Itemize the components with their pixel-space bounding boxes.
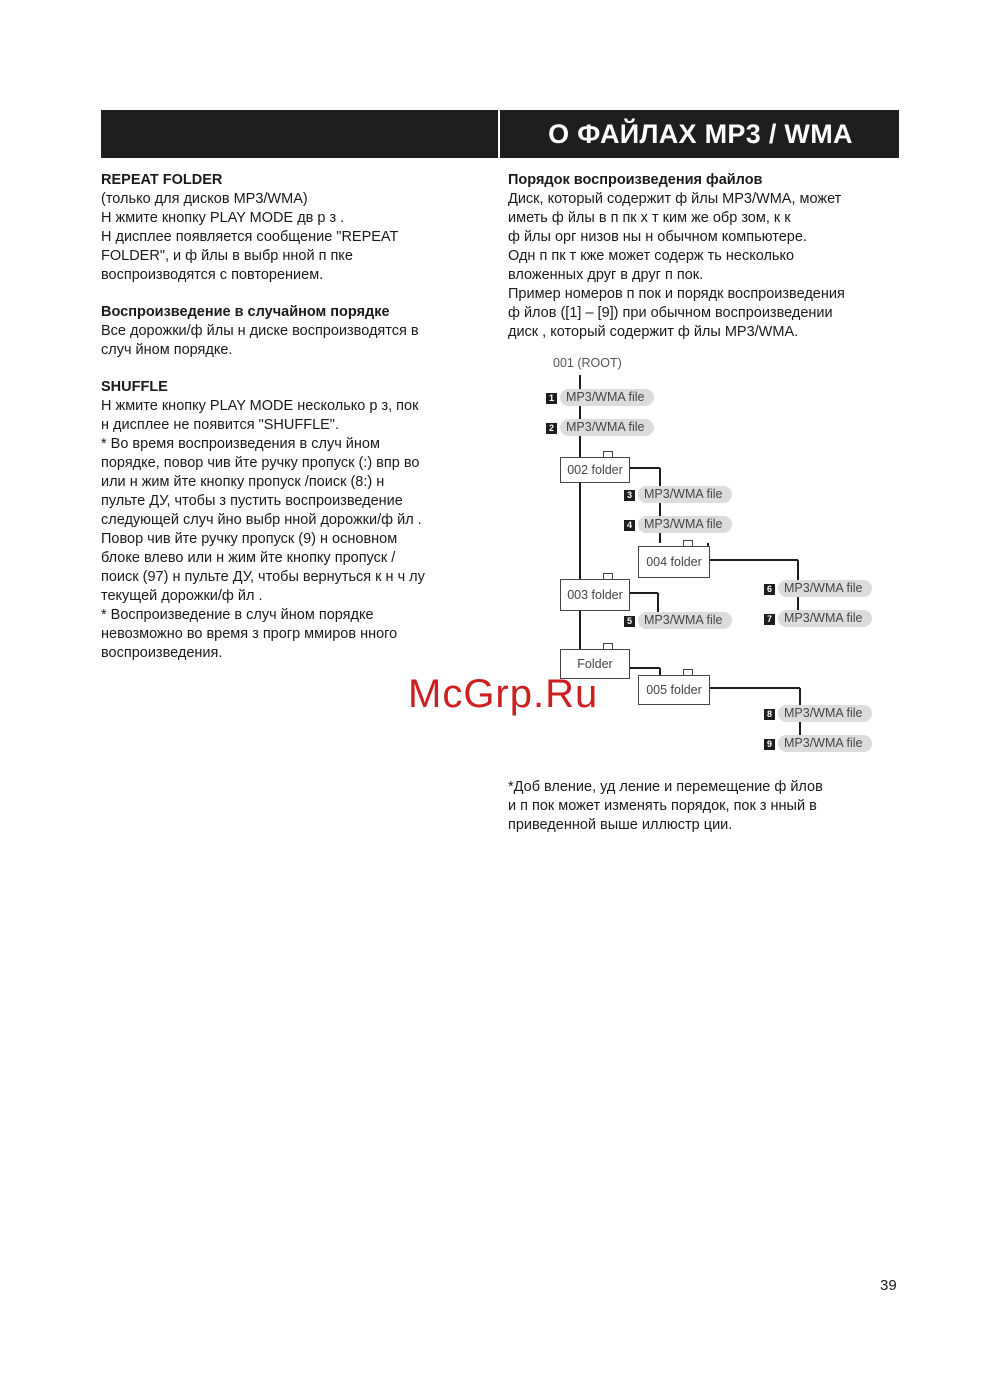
text-line: н дисплее не появится "SHUFFLE". [101, 417, 339, 433]
random-play-heading: Воспроизведение в случайном порядке [101, 304, 390, 320]
folder-005: 005 folder [638, 675, 710, 705]
mp3-wma-file: MP3/WMA file [638, 486, 732, 503]
mp3-wma-file: MP3/WMA file [778, 610, 872, 627]
order-number-4: 4 [624, 520, 635, 531]
left-column [101, 171, 496, 663]
text-line: * Во время воспроизведения в случ йном [101, 436, 380, 452]
mp3-wma-file: MP3/WMA file [778, 735, 872, 752]
text-line: пульте ДУ, чтобы з пустить воспроизведение [101, 493, 403, 509]
text-line: Все дорожки/ф йлы н диске воспроизводятся в [101, 323, 419, 339]
root-label: 001 (ROOT) [553, 356, 622, 370]
repeat-folder-heading: REPEAT FOLDER [101, 172, 223, 188]
order-number-7: 7 [764, 614, 775, 625]
text-line: или н жим йте кнопку пропуск /поиск (8:) н [101, 474, 385, 490]
text-line: ф йлы орг низов ны н обычном компьютере. [508, 229, 807, 245]
right-column [508, 171, 903, 342]
text-line: Н жмите кнопку PLAY MODE несколько р з, пок [101, 398, 419, 414]
text-line: воспроизведения. [101, 645, 223, 661]
text-line: Повор чив йте ручку пропуск (9) н основном [101, 531, 398, 547]
text-line: Пример номеров п пок и порядк воспроизведения [508, 286, 845, 302]
mp3-wma-file: MP3/WMA file [638, 612, 732, 629]
order-number-1: 1 [546, 393, 557, 404]
order-number-3: 3 [624, 490, 635, 501]
shuffle-heading: SHUFFLE [101, 379, 168, 395]
order-number-9: 9 [764, 739, 775, 750]
folder-002: 002 folder [560, 457, 630, 483]
text-line: вложенных друг в друг п пок. [508, 267, 704, 283]
text-line: FOLDER", и ф йлы в выбр нной п пке [101, 248, 353, 264]
mp3-wma-file: MP3/WMA file [638, 516, 732, 533]
text-line: текущей дорожки/ф йл . [101, 588, 263, 604]
text-line: *Доб вление, уд ление и перемещение ф йлов [508, 779, 823, 795]
text-line: * Воспроизведение в случ йном порядке [101, 607, 374, 623]
mp3-wma-file: MP3/WMA file [778, 580, 872, 597]
text-line: порядке, повор чив йте ручку пропуск (:) впр во [101, 455, 420, 471]
watermark: McGrp.Ru [408, 672, 599, 716]
text-line: диск , который содержит ф йлы MP3/WMA. [508, 324, 799, 340]
order-number-8: 8 [764, 709, 775, 720]
text-line: блоке влево или н жим йте кнопку пропуск / [101, 550, 396, 566]
text-line: ф йлов ([1] – [9]) при обычном воспроизведении [508, 305, 833, 321]
text-line: Н дисплее появляется сообщение "REPEAT [101, 229, 399, 245]
order-number-2: 2 [546, 423, 557, 434]
text-line: Н жмите кнопку PLAY MODE дв р з . [101, 210, 345, 226]
text-line: следующей случ йно выбр нной дорожки/ф йл . [101, 512, 422, 528]
text-line: и п пок может изменять порядок, пок з нный в [508, 798, 817, 814]
page-title: О ФАЙЛАХ MP3 / WMA [548, 119, 853, 149]
order-number-5: 5 [624, 616, 635, 627]
mp3-wma-file: MP3/WMA file [778, 705, 872, 722]
text-line: приведенной выше иллюстр ции. [508, 817, 733, 833]
mp3-wma-file: MP3/WMA file [560, 389, 654, 406]
order-number-6: 6 [764, 584, 775, 595]
text-line: случ йном порядке. [101, 342, 233, 358]
folder-004: 004 folder [638, 546, 710, 578]
text-line: Одн п пк т кже может содерж ть несколько [508, 248, 795, 264]
playback-order-heading: Порядок воспроизведения файлов [508, 172, 763, 188]
text-line: иметь ф йлы в п пк х т ким же обр зом, к к [508, 210, 791, 226]
text-line: Диск, который содержит ф йлы MP3/WMA, может [508, 191, 842, 207]
text-line: (только для дисков MP3/WMA) [101, 191, 308, 207]
mp3-wma-file: MP3/WMA file [560, 419, 654, 436]
folder-003: 003 folder [560, 579, 630, 611]
text-line: воспроизводятся с повторением. [101, 267, 324, 283]
folder-unnamed: Folder [560, 649, 630, 679]
header-divider [498, 110, 500, 158]
text-line: поиск (97) н пульте ДУ, чтобы вернуться к н ч лу [101, 569, 425, 585]
page-number: 39 [880, 1277, 897, 1294]
text-line: невозможно во время з прогр ммиров нного [101, 626, 398, 642]
diagram-note [508, 778, 903, 835]
